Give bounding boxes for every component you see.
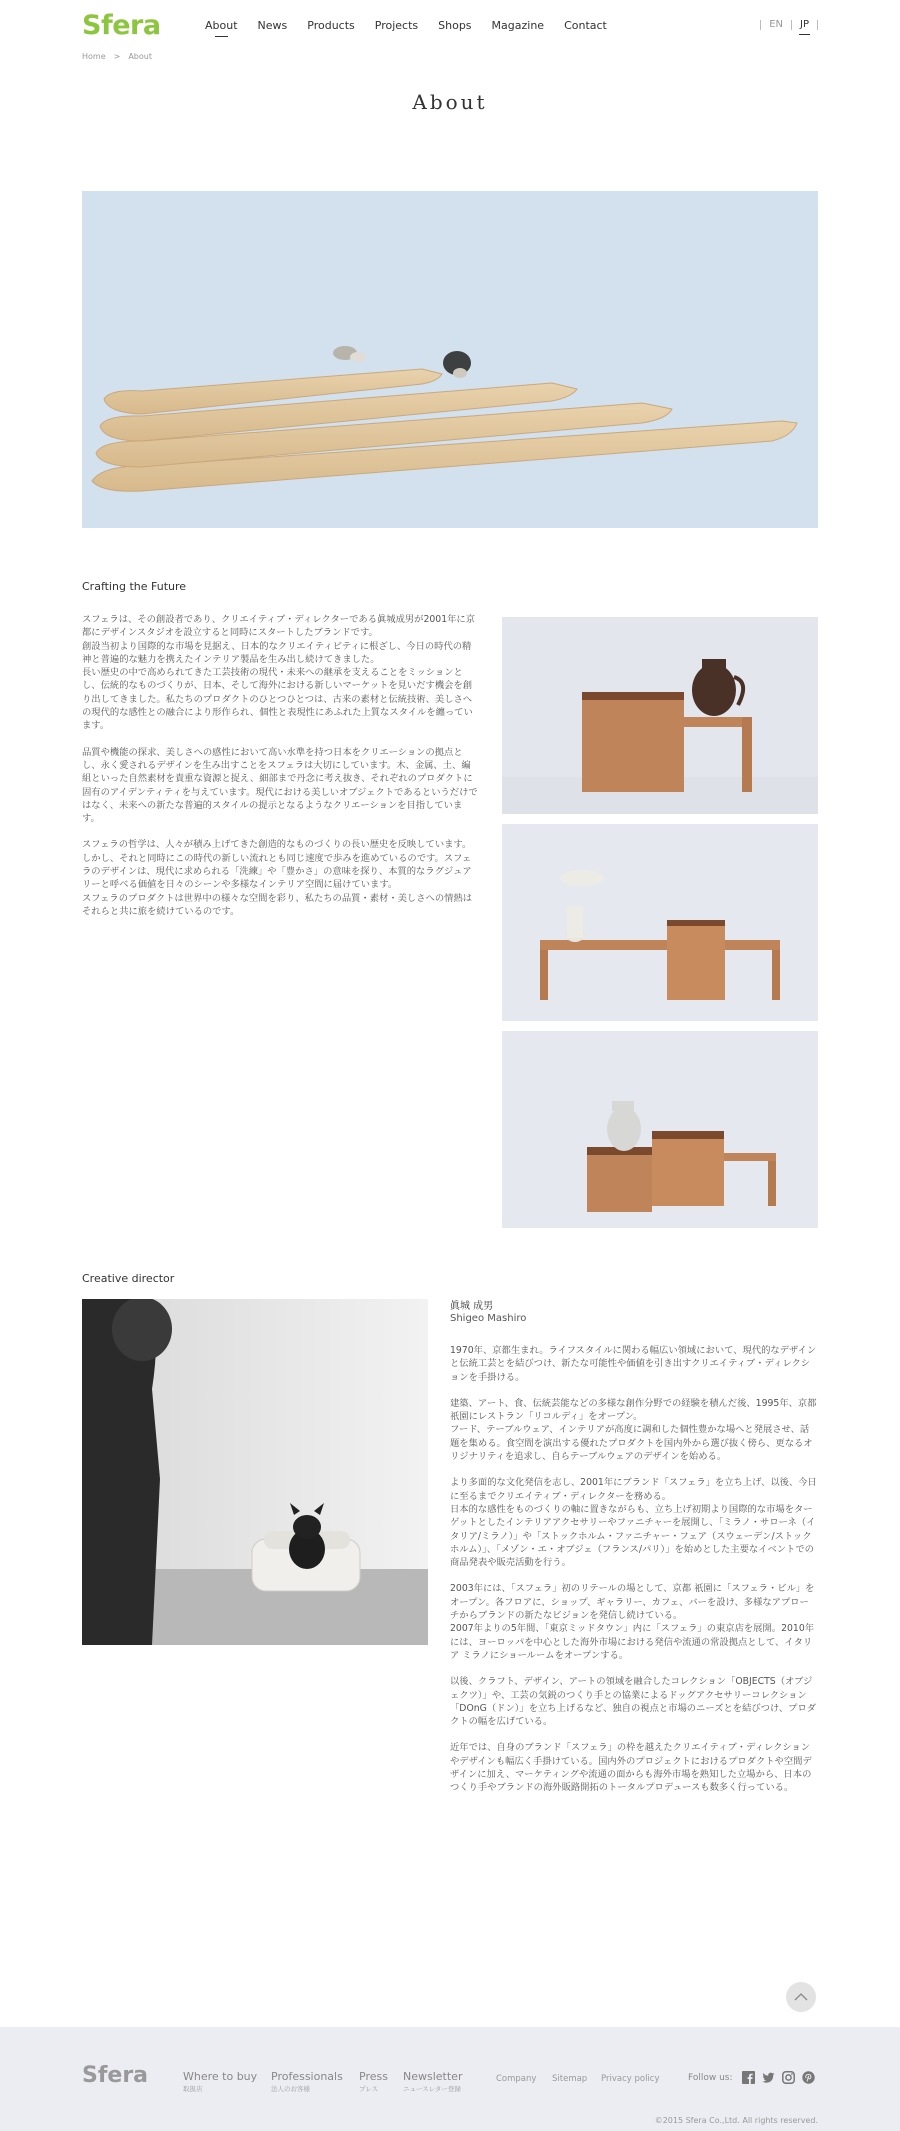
footer-link-sublabel: プレス <box>359 2085 379 2093</box>
footer-newsletter[interactable] <box>403 2070 462 2093</box>
facebook-icon[interactable] <box>742 2071 755 2084</box>
nav-products[interactable]: Products <box>307 19 355 32</box>
director-name-jp: 眞城 成男 <box>450 1301 494 1312</box>
pinterest-icon[interactable] <box>802 2071 815 2084</box>
site-logo[interactable]: Sfera <box>82 10 161 41</box>
footer-logo[interactable]: Sfera <box>82 2063 149 2088</box>
footer-link-label: Press <box>359 2070 388 2083</box>
crafting-text <box>82 613 478 931</box>
follow-us-label: Follow us: <box>688 2073 733 2083</box>
lang-en[interactable]: EN <box>760 20 791 30</box>
twitter-icon[interactable] <box>762 2071 775 2084</box>
bench-with-vase-illustration <box>502 824 818 1021</box>
language-switcher <box>760 20 818 30</box>
lang-jp[interactable]: JP <box>791 20 818 30</box>
breadcrumb-home[interactable]: Home <box>82 52 106 61</box>
crafting-paragraph: 品質や機能の探求、美しさへの感性において高い水準を持つ日本をクリエーションの拠点とし、永く愛されるデザインを生み出すことをスフェラは大切にしています。木、金属、土、編組といった自然素材を貴重な資源と捉え、細部まで丹念に考え抜き、それぞれのプロダクトに固有のアイデンティティを与えています。現代における美しいオブジェクトであるというだけではなく、未来への新たな普遍的スタイルの提示となるようなクリエーションを目指しています。 <box>82 746 478 825</box>
site-footer <box>0 2027 900 2131</box>
director-name-en: Shigeo Mashiro <box>450 1313 527 1324</box>
crafting-paragraph: スフェラは、その創設者であり、クリエイティブ・ディレクターである眞城成男が2001年に京都にデザインスタジオを設立すると同時にスタートしたブランドです。 創設当初より国際的な市場を見据え、日本的なクリエイティビティに根ざし、今日の時代の精神と普遍的な魅力を携えたインテリア製品を生み出し続けてきました。 長い歴史の中で高められてきた工芸技術の現代・未来への継承を支えることをミッションとし、伝統的なものづくりが、日本、そして海外における新しいマーケットを見いだす機会を創り出してきました。私たちのプロダクトのひとつひとつは、古来の素材と伝統技術、美しさへの現代的な感性との融合により形作られ、個性と表現性にあふれた上質なスタイルを纏っています。 <box>82 614 476 732</box>
wooden-trays-illustration <box>82 191 818 528</box>
footer-link-label: Where to buy <box>183 2070 258 2083</box>
footer-company-link[interactable]: Company <box>496 2074 537 2084</box>
chevron-up-icon <box>794 1993 808 2001</box>
bio-paragraph: 1970年、京都生まれ。ライフスタイルに関わる幅広い領域において、現代的なデザインと伝統工芸とを結びつけ、新たな可能性や価値を引き出すクリエイティブ・ディレクションを手掛ける。 <box>450 1345 817 1383</box>
nav-news[interactable]: News <box>257 19 288 32</box>
director-bio <box>450 1344 818 1808</box>
footer-link-label: Professionals <box>271 2070 343 2083</box>
nav-shops[interactable]: Shops <box>438 19 472 32</box>
product-photo-vase <box>502 824 818 1021</box>
product-photo-jug <box>502 617 818 814</box>
instagram-icon[interactable] <box>782 2071 795 2084</box>
hero-image <box>82 191 818 528</box>
breadcrumb <box>82 52 152 61</box>
nav-contact[interactable]: Contact <box>564 19 607 32</box>
footer-link-sublabel: 取扱店 <box>183 2085 203 2093</box>
footer-privacy-link[interactable]: Privacy policy <box>601 2074 660 2084</box>
footer-link-label: Newsletter <box>403 2070 463 2083</box>
director-with-dog-illustration <box>82 1299 428 1645</box>
director-photo <box>82 1299 428 1645</box>
back-to-top-button[interactable] <box>786 1982 816 2012</box>
crafting-heading: Crafting the Future <box>82 580 187 593</box>
footer-sitemap-link[interactable]: Sitemap <box>552 2074 588 2084</box>
breadcrumb-current: About <box>128 52 152 61</box>
stool-with-jug-illustration <box>502 617 818 814</box>
page-title: About <box>412 90 488 114</box>
footer-press[interactable] <box>359 2070 388 2093</box>
breadcrumb-separator: > <box>113 52 121 61</box>
nav-projects[interactable]: Projects <box>374 19 419 32</box>
footer-link-sublabel: 法人のお客様 <box>271 2085 310 2093</box>
footer-link-sublabel: ニュースレター登録 <box>403 2085 461 2093</box>
bio-paragraph: より多面的な文化発信を志し、2001年にブランド「スフェラ」を立ち上げ、以後、今日に至るまでクリエイティブ・ディレクターを務める。 日本的な感性をものづくりの軸に置きながらも、立ち上げ初期より国際的な市場をターゲットとしたインテリアアクセサリーやファニチャーを展開し、「ミラノ・サローネ（イタリア/ミラノ）」や「ストックホルム・ファニチャー・フェア（スウェーデン/ストックホルム）」、「メゾン・エ・オブジェ（フランス/パリ）」を始めとした主要なイベントでの商品発表や販売活動を行う。 <box>450 1477 817 1569</box>
site-header <box>0 0 900 52</box>
bio-paragraph: 建築、アート、食、伝統芸能などの多様な創作分野での経験を積んだ後、1995年、京都 祇園にレストラン「リコルディ」をオープン。 フード、テーブルウェア、インテリアが高度に調和した個性豊かな場へと発展させ、話題を集める。食空間を演出する優れたプロダクトを国内外から選び抜く傍ら、更なるオリジナリティを追求し、自らテーブルウェアのデザインを始める。 <box>450 1397 817 1463</box>
bio-paragraph: 2003年には、「スフェラ」初のリテールの場として、京都 祇園に「スフェラ・ビル」をオープン。各フロアに、ショップ、ギャラリー、カフェ、バーを設け、多様なアプローチからブランドの新たなビジョンを発信し続けている。 2007年よりの5年間、「東京ミッドタウン」内に「スフェラ」の東京店を展開。2010年には、ヨーロッパを中心とした海外市場における発信や流通の常設拠点として、イタリア ミラノにショールームをオープンする。 <box>450 1583 815 1661</box>
crafting-paragraph: スフェラの哲学は、人々が積み上げてきた創造的なものづくりの長い歴史を反映しています。しかし、それと同時にこの時代の新しい流れとも同じ速度で歩みを進めているのです。スフェラのデザインは、現代に求められる「洗練」や「豊かさ」の意味を探り、本質的なラグジュアリーと呼べる価値を日々のシーンや多様なインテリア空間に届けています。 スフェラのプロダクトは世界中の様々な空間を彩り、私たちの品質・素材・美しさへの情熱はそれらと共に旅を続けているのです。 <box>82 839 473 917</box>
footer-professionals[interactable] <box>271 2070 343 2093</box>
stacked-stools-illustration <box>502 1031 818 1228</box>
main-nav <box>205 19 627 36</box>
bio-paragraph: 以後、クラフト、デザイン、アートの領域を融合したコレクション「OBJECTS（オブジェクツ）」や、工芸の気鋭のつくり手との協業によるドッグアクセサリーコレクション「DOnG（ドン）」を立ち上げるなど、独自の視点と市場のニーズとを結びつけ、プロダクトの幅を広げている。 <box>450 1676 817 1728</box>
footer-where-to-buy[interactable] <box>183 2070 257 2093</box>
copyright: ©2015 Sfera Co.,Ltd. All rights reserved. <box>654 2116 818 2125</box>
bio-paragraph: 近年では、自身のブランド「スフェラ」の枠を越えたクリエイティブ・ディレクションやデザインも幅広く手掛けている。国内外のプロジェクトにおけるプロダクトや空間デザインに加え、マーケティングや流通の面からも海外市場を熟知した立場から、日本のつくり手やブランドの海外販路開拓のトータルプロデュースも数多く行っている。 <box>450 1742 812 1794</box>
nav-about[interactable]: About <box>205 19 238 36</box>
product-photo-pitcher <box>502 1031 818 1228</box>
nav-magazine[interactable]: Magazine <box>491 19 545 32</box>
director-heading: Creative director <box>82 1272 175 1285</box>
